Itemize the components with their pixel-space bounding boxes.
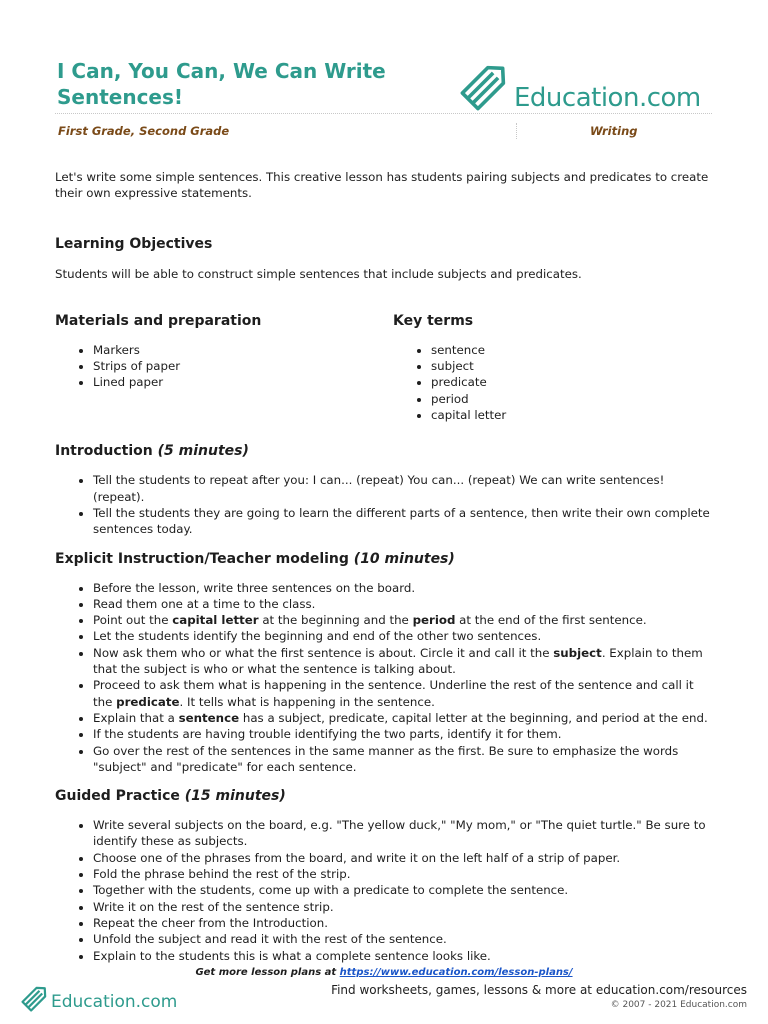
list-item: • Fold the phrase behind the rest of the strip. bbox=[93, 866, 715, 882]
list-item: • If the students are having trouble identifying the two parts, identify it for them. bbox=[93, 726, 715, 742]
logo-wordmark: Education.com bbox=[514, 83, 701, 113]
introduction-heading bbox=[55, 442, 715, 460]
section-title: Guided Practice bbox=[55, 788, 180, 805]
list-item: • Now ask them who or what the first sentence is about. Circle it and call it the subject. Explain to them that the subject is who or what the sentence is talking about. bbox=[93, 645, 715, 678]
list-item: • predicate bbox=[431, 374, 693, 390]
list-item: • Proceed to ask them what is happening in the sentence. Underline the rest of the sentence and call it the predicate. It tells what is happening in the sentence. bbox=[93, 677, 715, 710]
key-terms-list bbox=[393, 342, 693, 423]
list-item: • Tell the students they are going to learn the different parts of a sentence, then write their own complete sentences today. bbox=[93, 505, 715, 538]
list-item: • period bbox=[431, 391, 693, 407]
section-title: Explicit Instruction/Teacher modeling bbox=[55, 550, 349, 567]
objectives-heading: Learning Objectives bbox=[55, 235, 213, 252]
header-divider bbox=[55, 113, 712, 114]
list-item: • Let the students identify the beginning and end of the other two sentences. bbox=[93, 628, 715, 644]
guided-practice-heading bbox=[55, 787, 715, 805]
materials-column bbox=[55, 312, 393, 423]
list-item: • Lined paper bbox=[93, 374, 393, 390]
list-item: • subject bbox=[431, 358, 693, 374]
list-item: • Together with the students, come up with a predicate to complete the sentence. bbox=[93, 882, 715, 898]
lesson-title: I Can, You Can, We Can Write Sentences! bbox=[57, 59, 386, 109]
list-item: • Markers bbox=[93, 342, 393, 358]
key-terms-heading: Key terms bbox=[393, 312, 474, 329]
introduction-list bbox=[55, 472, 715, 537]
section-duration: (10 minutes) bbox=[353, 550, 455, 567]
footer-copyright: © 2007 - 2021 Education.com bbox=[610, 1000, 747, 1010]
lesson-content bbox=[55, 169, 715, 964]
list-item: • sentence bbox=[431, 342, 693, 358]
grade-level: First Grade, Second Grade bbox=[58, 124, 230, 138]
section-duration: (15 minutes) bbox=[184, 788, 286, 805]
footer-logo-wordmark: Education.com bbox=[51, 992, 178, 1012]
list-item: • Explain that a sentence has a subject, predicate, capital letter at the beginning, and period at the end. bbox=[93, 710, 715, 726]
list-item: • Go over the rest of the sentences in the same manner as the first. Be sure to emphasize the words "subject" and "predicate" for each sentence. bbox=[93, 743, 715, 776]
footer-logo[interactable] bbox=[19, 982, 179, 1016]
list-item: • Read them one at a time to the class. bbox=[93, 596, 715, 612]
list-item: • Strips of paper bbox=[93, 358, 393, 374]
lesson-plans-link[interactable]: https://www.education.com/lesson-plans/ bbox=[339, 967, 573, 978]
footer-tagline: Find worksheets, games, lessons & more at education.com/resources bbox=[331, 983, 747, 997]
list-item: • Choose one of the phrases from the board, and write it on the left half of a strip of paper. bbox=[93, 850, 715, 866]
list-item: • Unfold the subject and read it with the rest of the sentence. bbox=[93, 931, 715, 947]
list-item: • Point out the capital letter at the beginning and the period at the end of the first sentence. bbox=[93, 612, 715, 628]
section-title: Introduction bbox=[55, 443, 153, 460]
materials-heading: Materials and preparation bbox=[55, 312, 262, 329]
pencil-logo-icon bbox=[19, 982, 51, 1014]
list-item: • Before the lesson, write three sentences on the board. bbox=[93, 580, 715, 596]
materials-list bbox=[55, 342, 393, 391]
pencil-logo-icon bbox=[456, 58, 514, 114]
list-item: • Write it on the rest of the sentence strip. bbox=[93, 899, 715, 915]
objectives-text: Students will be able to construct simple sentences that include subjects and predicates. bbox=[55, 266, 582, 281]
education-logo[interactable] bbox=[456, 58, 716, 114]
promo-text: Get more lesson plans at bbox=[195, 967, 340, 978]
lesson-intro: Let's write some simple sentences. This creative lesson has students pairing subjects and predicates to create their own expressive statements. bbox=[55, 170, 709, 201]
list-item: • Explain to the students this is what a complete sentence looks like. bbox=[93, 948, 715, 964]
list-item: • Write several subjects on the board, e.g. "The yellow duck," "My mom," or "The quiet turtle." Be sure to identify these as subjects. bbox=[93, 817, 715, 850]
footer-promo bbox=[0, 967, 768, 978]
list-item: • Tell the students to repeat after you: I can... (repeat) You can... (repeat) We can write sentences! (repeat). bbox=[93, 472, 715, 505]
subject-label: Writing bbox=[590, 124, 638, 138]
list-item: • capital letter bbox=[431, 407, 693, 423]
section-duration: (5 minutes) bbox=[157, 443, 249, 460]
explicit-instruction-list bbox=[55, 580, 715, 776]
guided-practice-list bbox=[55, 817, 715, 964]
meta-divider bbox=[516, 123, 517, 139]
key-terms-column bbox=[393, 312, 693, 423]
explicit-instruction-heading bbox=[55, 550, 715, 568]
materials-keyterms-section bbox=[55, 312, 715, 423]
list-item: • Repeat the cheer from the Introduction. bbox=[93, 915, 715, 931]
